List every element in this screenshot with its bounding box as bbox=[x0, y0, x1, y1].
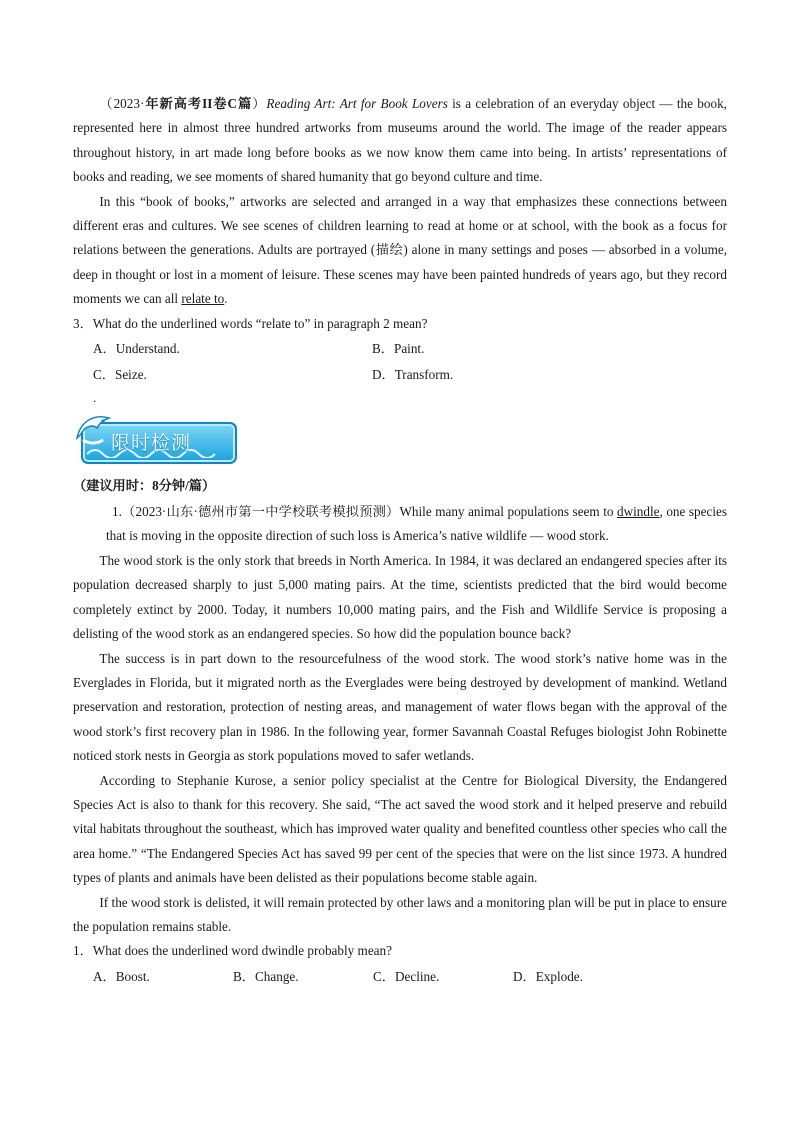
option-b: B．Change. bbox=[233, 968, 299, 984]
paragraph-text: In this “book of books,” artworks are selected and arranged in a way that emphasizes these connections between different eras and cultures. We see scenes of children learning to read at home or at school, with the book as a focus for relations between the generations. Adults are portrayed (描绘) alone in many settings and poses — absorbed in a volume, deep in thought or lost in a moment of leisure. These scenes may have been painted hundreds of years ago, but they record moments we can all bbox=[73, 193, 727, 307]
passage-2-paragraph-2: The wood stork is the only stork that breeds in North America. In 1984, it was declared an endangered species after its population decreased sharply to just 5,000 mating pairs. At the time, scientists predicted that the bird would become completely extinct by 2000. Today, it numbers 10,000 mating pairs, and the Fish and Wildlife Service is proposing a delisting of the wood stork as an endangered species. So how did the population bounce back? bbox=[73, 552, 727, 642]
option-c: C．Seize. bbox=[93, 367, 147, 383]
passage-2-paragraph-5: If the wood stork is delisted, it will remain protected by other laws and a monitoring plan will be put in place to ensure the population remains stable. bbox=[73, 894, 727, 934]
source-suffix: ） bbox=[252, 96, 267, 111]
option-a: A．Understand. bbox=[93, 341, 180, 357]
source-prefix: （2023· bbox=[99, 96, 145, 111]
time-limit-banner bbox=[73, 410, 243, 470]
passage-1-paragraph-1 bbox=[73, 92, 727, 190]
option-d: D．Transform. bbox=[372, 367, 454, 383]
option-a: A．Boost. bbox=[93, 968, 150, 984]
stray-dot: . bbox=[93, 390, 97, 406]
paragraph-text: is a celebration of an everyday object — the book, represented here in almost three hundred artworks from museums around the world. The image of the reader appears throughout history, in art made long before books as we now know them came into being. In artists’ representations of books and reading, we see moments of shared humanity that go beyond culture and time. bbox=[73, 96, 727, 185]
passage-2-paragraph-3: The success is in part down to the resourcefulness of the wood stork. The wood stork’s native home was in the Everglades in Florida, but it migrated north as the Everglades were being destroyed by development of mankind. Wetland preservation and restoration, protection of nesting areas, and management of water flows began with the approval of the wood stork’s first recovery plan in 1986. In the following year, former Savannah Coastal Refuges biologist John Robinette noticed stork nests in Georgia as stork populations moved to safer wetlands. bbox=[73, 650, 727, 764]
paragraph-end: . bbox=[224, 291, 228, 307]
question-1: 1．What does the underlined word dwindle probably mean? bbox=[73, 943, 392, 959]
underlined-phrase: relate to bbox=[181, 291, 225, 307]
book-title: Reading Art: Art for Book Lovers bbox=[266, 96, 448, 111]
underlined-word: dwindle bbox=[617, 504, 660, 520]
option-b: B．Paint. bbox=[372, 341, 425, 357]
passage-1-paragraph-2 bbox=[73, 190, 727, 312]
suggested-time: （建议用时：8分钟/篇） bbox=[73, 478, 216, 494]
banner-label: 限时检测 bbox=[111, 432, 192, 455]
question-3: 3．What do the underlined words “relate to” in paragraph 2 mean? bbox=[73, 315, 428, 331]
document-page bbox=[73, 92, 727, 990]
question-3-options bbox=[73, 336, 727, 388]
source-and-intro: 1.（2023·山东·德州市第一中学校联考模拟预测）While many animal populations seem to bbox=[112, 504, 617, 520]
passage-2-paragraph-4: According to Stephanie Kurose, a senior policy specialist at the Centre for Biological Diversity, the Endangered Species Act is also to thank for this recovery. She said, “The act saved the wood stork and it helped preserve and rebuild vital habitats throughout the southeast, which has improved water quality and benefited countless other species who call the area home.” “The Endangered Species Act has saved 99 per cent of the species that were on the list since 1973. A hundred types of plants and animals have been delisted as their populations become stable again. bbox=[73, 772, 727, 886]
question-1-options bbox=[73, 964, 727, 990]
option-d: D．Explode. bbox=[513, 968, 583, 984]
option-c: C．Decline. bbox=[373, 968, 440, 984]
passage-2-paragraph-1 bbox=[73, 500, 727, 549]
source-exam: 年新高考II卷C篇 bbox=[144, 96, 253, 111]
paragraph-text: , one species that is moving in the opposite direction of such loss is America’s native wildlife — wood stork. bbox=[106, 504, 727, 544]
